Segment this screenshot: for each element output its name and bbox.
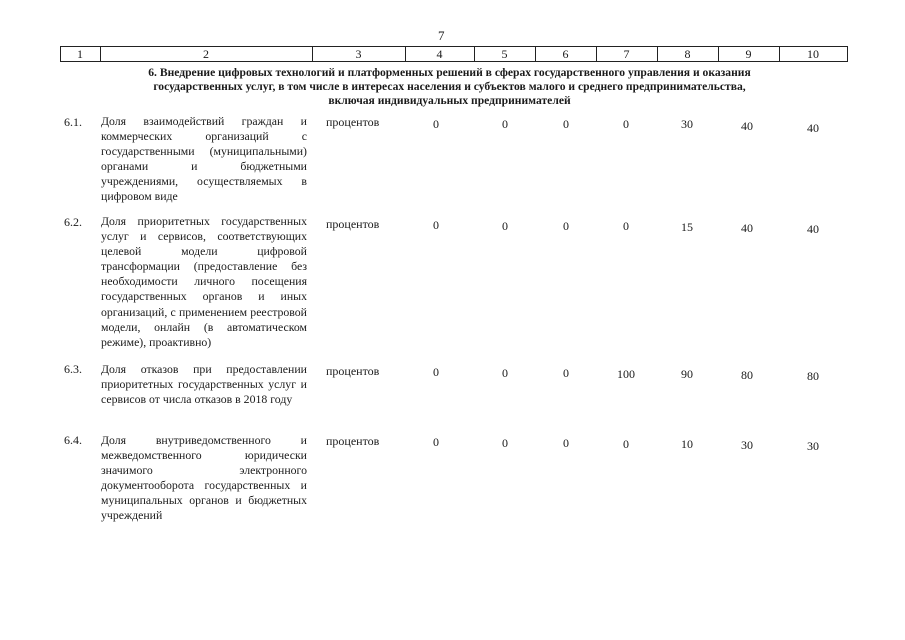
section-title	[112, 66, 787, 108]
row-value: 100	[617, 367, 635, 381]
row-value: 0	[563, 219, 569, 233]
column-number: 10	[807, 47, 819, 61]
row-value: 0	[623, 219, 629, 233]
row-value: 0	[563, 366, 569, 380]
row-description: Доля взаимодействий граждан и коммерческих организаций с государственными (муниципальными) органами и бюджетными учреждениями, осуществляемых в цифровом виде	[101, 114, 307, 204]
section-title-line: государственных услуг, в том числе в интересах населения и субъектов малого и среднего предпринимательства,	[153, 80, 746, 93]
row-value: 30	[807, 439, 819, 453]
section-title-line: 6. Внедрение цифровых технологий и платформенных решений в сферах государственного управления и оказания	[148, 66, 751, 79]
row-value: 30	[741, 438, 753, 452]
column-number: 5	[501, 47, 508, 61]
column-number: 2	[203, 47, 209, 61]
row-unit: процентов	[326, 364, 380, 378]
row-description: Доля приоритетных государственных услуг и сервисов, соответствующих целевой модели цифровой трансформации (предоставление без необходимости личного посещения государственных органов и иных организаций, с применением реестровой модели, онлайн (в автоматическом режиме), проактивно)	[101, 214, 307, 349]
row-value: 0	[502, 436, 508, 450]
row-value: 0	[563, 436, 569, 450]
column-number: 1	[77, 47, 83, 61]
row-number: 6.2.	[64, 215, 82, 229]
column-number: 6	[562, 47, 569, 61]
section-title-line: включая индивидуальных предпринимателей	[328, 94, 571, 107]
row-value: 0	[502, 366, 508, 380]
row-value: 0	[623, 437, 629, 451]
row-value: 40	[807, 222, 819, 236]
row-value: 80	[741, 368, 753, 382]
row-value: 30	[681, 117, 693, 131]
row-unit: процентов	[326, 434, 380, 448]
row-value: 40	[741, 119, 753, 133]
page-number: 7	[438, 28, 445, 43]
row-value: 0	[502, 219, 508, 233]
row-value: 0	[433, 117, 439, 131]
column-number: 9	[745, 47, 752, 61]
row-value: 80	[807, 369, 819, 383]
row-value: 90	[681, 367, 693, 381]
row-value: 0	[433, 218, 439, 232]
row-description: Доля внутриведомственного и межведомственного юридически значимого электронного документооборота государственных и муниципальных органов и бюджетных учреждений	[101, 433, 307, 523]
row-value: 0	[502, 117, 508, 131]
row-value: 0	[563, 117, 569, 131]
row-number: 6.4.	[64, 433, 82, 447]
column-number: 4	[436, 47, 443, 61]
row-value: 0	[433, 435, 439, 449]
row-value: 40	[741, 221, 753, 235]
row-value: 10	[681, 437, 693, 451]
column-number: 3	[355, 47, 362, 61]
row-description: Доля отказов при предоставлении приоритетных государственных услуг и сервисов от числа отказов в 2018 году	[101, 362, 307, 407]
column-number: 7	[623, 47, 630, 61]
row-number: 6.1.	[64, 115, 82, 129]
row-value: 40	[807, 121, 819, 135]
row-value: 0	[433, 365, 439, 379]
row-unit: процентов	[326, 115, 380, 129]
row-number: 6.3.	[64, 362, 82, 376]
row-value: 15	[681, 220, 693, 234]
column-number-header	[60, 46, 848, 62]
column-number: 8	[684, 47, 691, 61]
row-value: 0	[623, 117, 629, 131]
row-unit: процентов	[326, 217, 380, 231]
